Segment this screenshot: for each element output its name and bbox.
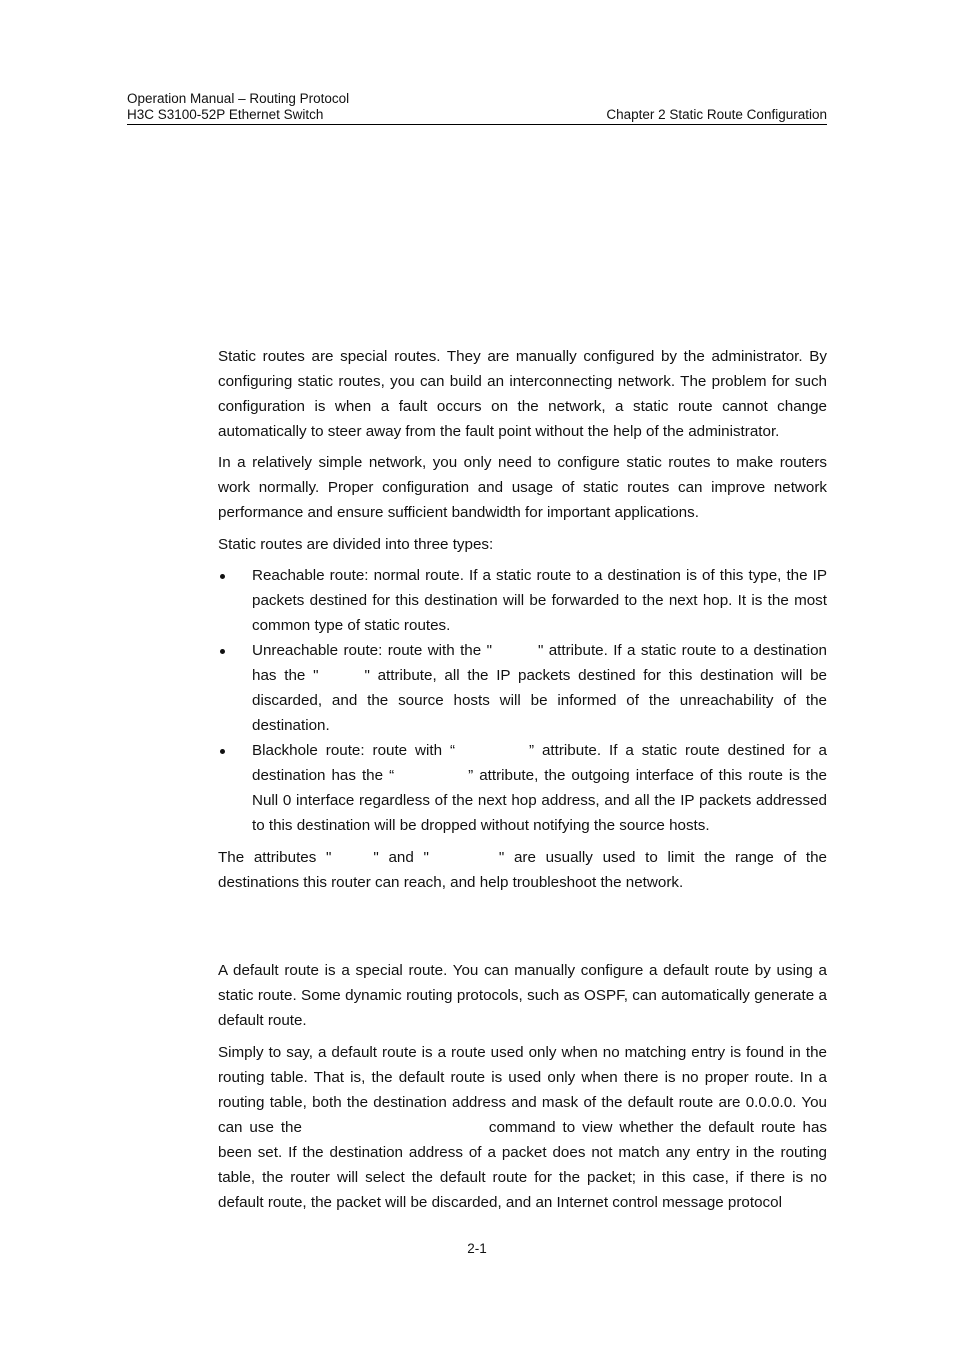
- text-segment: command to view whether the default route has been set. If the destination address of a packet does not match any entry in the routing table, the router will select the default route for the packet; in this case, if there is no default route, the packet will be discarded, and an Internet control message protocol: [218, 1119, 827, 1211]
- paragraph-types: Static routes are divided into three types:: [218, 536, 494, 553]
- paragraph-simple-network: In a relatively simple network, you only need to configure static routes to make routers work normally. Proper configuration and usage of static routes can improve network performance and ensure sufficient bandwidth for important applications.: [218, 454, 827, 521]
- text-segment: Unreachable route: route with the ": [252, 642, 492, 659]
- text-segment: ” attribute, the outgoing interface of this route is the Null 0 interface regardless of the next hop address, and all the IP packets addressed to this destination will be dropped without notifying the source hosts.: [252, 767, 827, 834]
- product-name: H3C S3100-52P Ethernet Switch: [127, 107, 324, 122]
- paragraph-default-route-detail: [218, 1040, 827, 1215]
- text-segment: " and ": [373, 849, 429, 866]
- header-rule: [127, 124, 827, 125]
- bullet-blackhole: [252, 738, 827, 838]
- text-segment: " attribute, all the IP packets destined for this destination will be discarded, and the source hosts will be informed of the unreachability of the destination.: [252, 667, 827, 734]
- chapter-title: Chapter 2 Static Route Configuration: [606, 107, 827, 122]
- bullet-unreachable: [252, 638, 827, 738]
- bullet-reachable: Reachable route: normal route. If a static route to a destination is of this type, the IP packets destined for this destination will be forwarded to the next hop. It is the most common type of static routes.: [252, 567, 827, 634]
- page-number: 2-1: [467, 1241, 487, 1256]
- text-segment: Simply to say, a default route is a route used only when no matching entry is found in the routing table. That is, the default route is used only when there is no proper route. In a routing table, both the destination address and mask of the default route are 0.0.0.0. You can use the: [218, 1044, 827, 1136]
- text-segment: The attributes ": [218, 849, 332, 866]
- manual-title: Operation Manual – Routing Protocol: [127, 91, 350, 106]
- paragraph-attributes: [218, 845, 827, 895]
- text-segment: Blackhole route: route with “: [252, 742, 456, 759]
- text-segment: ” attribute. If a static route destined for a destination has the “: [252, 742, 827, 784]
- bullet-dot: [220, 574, 225, 579]
- bullet-dot: [220, 749, 225, 754]
- text-segment: " attribute. If a static route to a destination has the ": [252, 642, 827, 684]
- paragraph-default-route: A default route is a special route. You can manually configure a default route by using a static route. Some dynamic routing protocols, such as OSPF, can automatically generate a default route.: [218, 962, 827, 1029]
- bullet-dot: [220, 649, 225, 654]
- text-segment: " are usually used to limit the range of the destinations this router can reach, and help troubleshoot the network.: [218, 849, 827, 891]
- paragraph-intro: Static routes are special routes. They are manually configured by the administrator. By configuring static routes, you can build an interconnecting network. The problem for such configuration is when a fault occurs on the network, a static route cannot change automatically to steer away from the fault point without the help of the administrator.: [218, 348, 827, 440]
